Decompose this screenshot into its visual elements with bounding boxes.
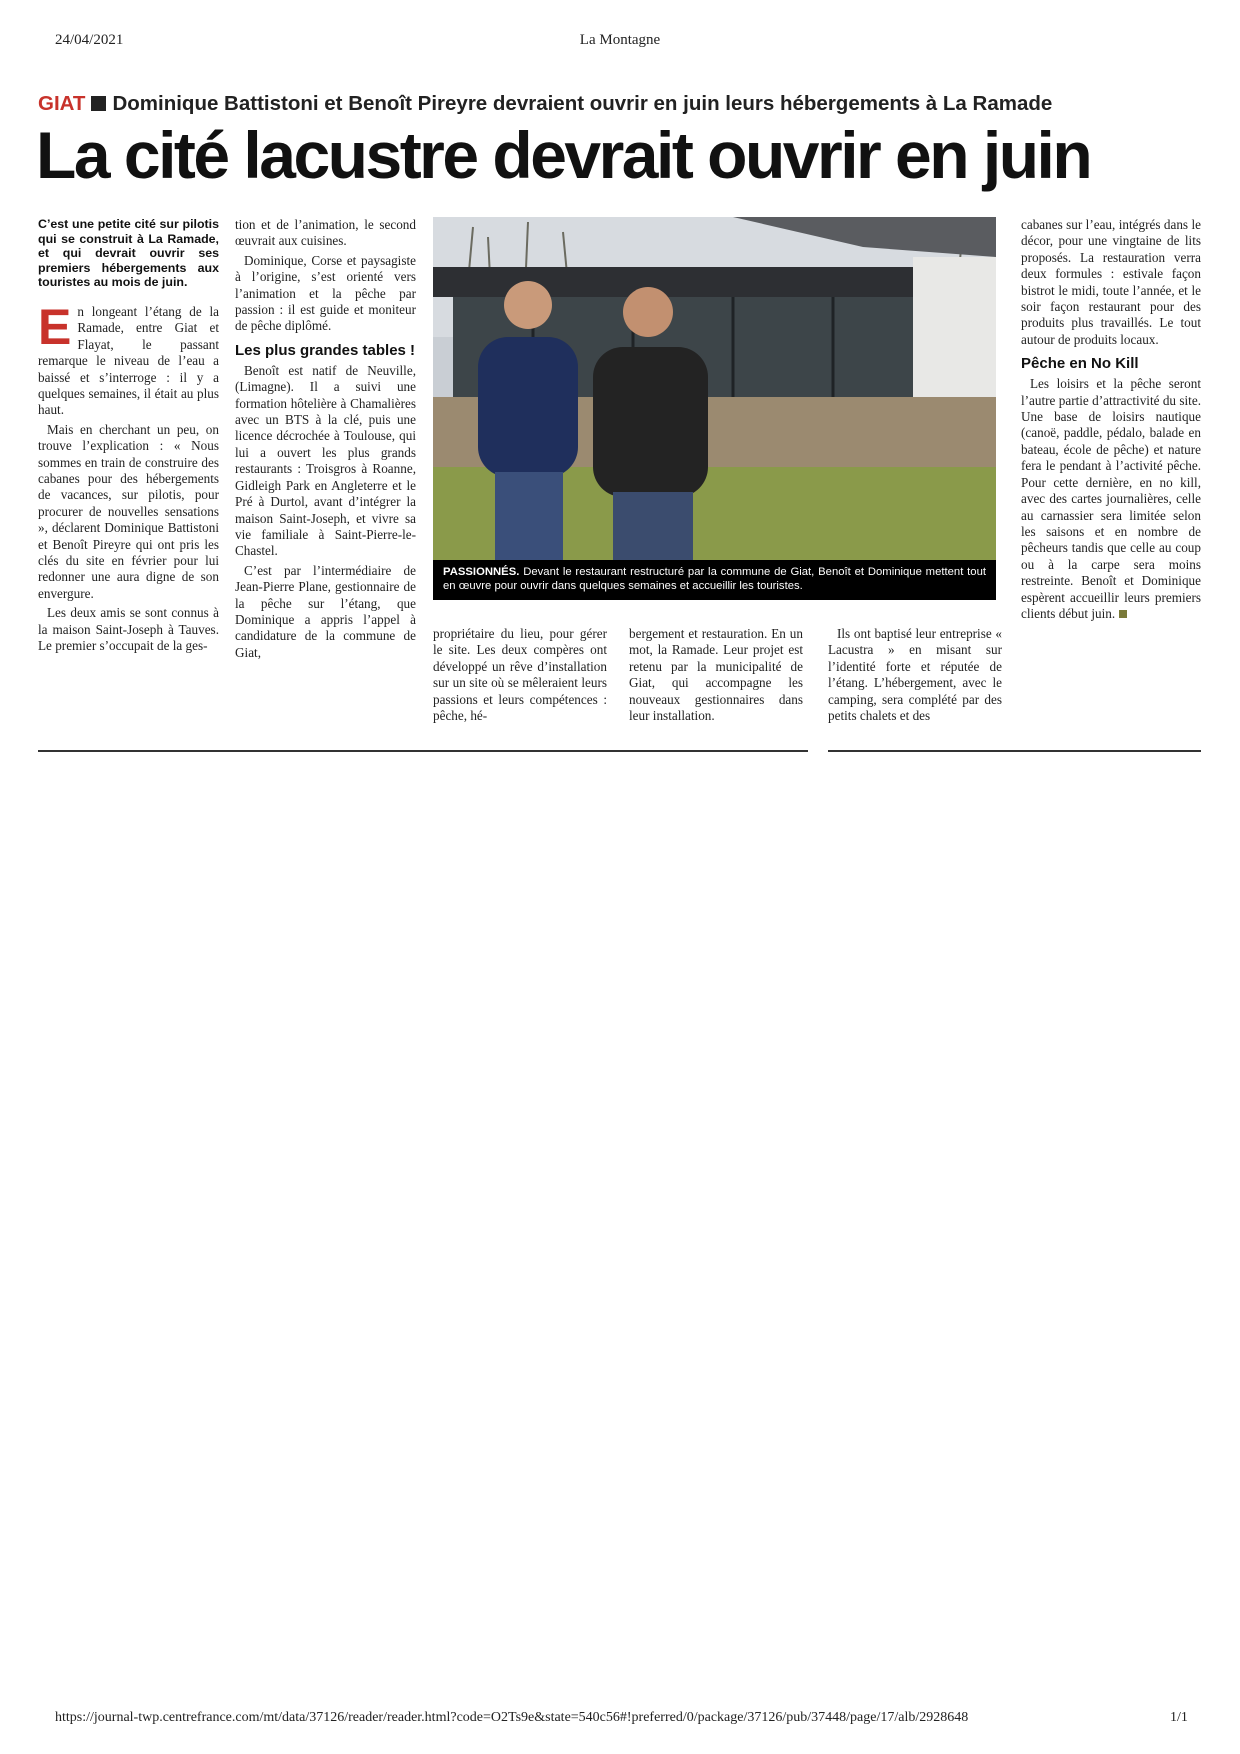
article-title: La cité lacustre devrait ouvrir en juin <box>36 118 1091 192</box>
end-of-article-icon <box>1119 610 1127 618</box>
photo-caption <box>433 560 996 600</box>
photo-illustration <box>433 217 996 560</box>
publication-name: La Montagne <box>579 32 661 48</box>
bottom-rule-right <box>828 750 1201 752</box>
paragraph: propriétaire du lieu, pour gérer le site. Les deux compères ont développé un rêve d’installation sur un site où se mêleraient leurs passions et leurs compétences : pêche, hé- <box>433 626 607 724</box>
kicker-square-icon <box>91 96 106 111</box>
subheading: Les plus grandes tables ! <box>235 341 416 359</box>
paragraph: tion et de l’animation, le second œuvrait aux cuisines. <box>235 217 416 249</box>
caption-text: Devant le restaurant restructuré par la commune de Giat, Benoît et Dominique mettent tout en œuvre pour ouvrir dans quelques semaines et accueillir les touristes. <box>443 566 986 592</box>
paragraph: C’est par l’intermédiaire de Jean-Pierre Plane, gestionnaire de la pêche sur l’étang, que Dominique a appris l’appel à candidature de la commune de Giat, <box>235 562 416 660</box>
article-column-6 <box>1021 217 1201 625</box>
article-column-1 <box>38 217 219 658</box>
paragraph: bergement et restauration. En un mot, la Ramade. Leur projet est retenu par la municipalité de Giat, qui accompagne les nouveaux gestionnaires dans leur installation. <box>629 626 803 724</box>
page-number: 1/1 <box>1170 1710 1188 1725</box>
paragraph: Mais en cherchant un peu, on trouve l’explication : « Nous sommes en train de construire des cabanes pour des hébergements de vacances, sur pilotis, pour procurer de nouvelles sensations », déclarent Dominique Battistoni et Benoît Pireyre qui ont pris les clés du site en février pour lui redonner une aura digne de son envergure. <box>38 421 219 601</box>
article-photo <box>433 217 996 600</box>
paragraph: Les deux amis se sont connus à la maison Saint-Joseph à Tauves. Le premier s’occupait de la ges- <box>38 605 219 654</box>
paragraph: Ils ont baptisé leur entreprise « Lacustra » en misant sur l’identité forte et réputée de l’étang. L’hébergement, avec le camping, sera complété par des petits chalets et des <box>828 626 1002 724</box>
kicker-location: GIAT <box>38 92 86 115</box>
print-date: 24/04/2021 <box>55 32 124 48</box>
article-lead: C’est une petite cité sur pilotis qui se construit à La Ramade, et qui devrait ouvrir ses premiers hébergements aux touristes au mois de juin. <box>38 217 219 290</box>
kicker-text: Dominique Battistoni et Benoît Pireyre devraient ouvrir en juin leurs hébergements à La Ramade <box>112 92 1053 115</box>
article-column-3 <box>433 626 607 727</box>
paragraph: Les loisirs et la pêche seront l’autre partie d’attractivité du site. Une base de loisirs nautique (canoë, paddle, pédalo, balade en bateau, école de pêche) et nature fera le pendant à l’activité pêche. Pour cette dernière, en no kill, avec des cartes journalières, celle au carnassier sera limitée selon les saisons et en nombre de pêcheurs tandis que celle au coup ou à la carpe sera moins restreinte. Benoît et Dominique espèrent accueillir leurs premiers clients début juin. <box>1021 376 1201 621</box>
subheading: Pêche en No Kill <box>1021 355 1139 373</box>
article-column-2 <box>235 217 416 664</box>
caption-label: PASSIONNÉS. <box>443 566 520 578</box>
article-column-5 <box>828 626 1002 727</box>
article-kicker <box>38 92 1208 116</box>
source-url: https://journal-twp.centrefrance.com/mt/data/37126/reader/reader.html?code=O2Ts9e&state=540c56#!preferred/0/package/37126/pub/37448/page/17/alb/2928648 <box>55 1710 969 1725</box>
drop-cap: E <box>38 298 72 355</box>
paragraph: Benoît est natif de Neuville, (Limagne). Il a suivi une formation hôtelière à Chamalières avec un BTS à la clé, puis une licence décrochée à Toulouse, qui lui a ouvert les plus grands restaurants : Troisgros à Roanne, Gidleigh Park en Angleterre et le Pré à Durtol, avant d’intégrer la maison Saint-Joseph, et vivre sa vie familiale à Saint-Pierre-le-Chastel. <box>235 362 416 559</box>
bottom-rule-left <box>38 750 808 752</box>
paragraph: Dominique, Corse et paysagiste à l’origine, s’est orienté vers l’animation et la pêche par passion : il est guide et moniteur de pêche diplômé. <box>235 252 416 334</box>
paragraph: cabanes sur l’eau, intégrés dans le décor, pour une vingtaine de lits proposés. La restauration verra deux formules : estivale façon bistrot le midi, toute l’année, et le soir façon restaurant pour des produits plus travaillés. Le tout autour de produits locaux. <box>1021 217 1201 347</box>
paragraph: En longeant l’étang de la Ramade, entre Giat et Flayat, le passant remarque le niveau de l’eau a baissé et s’interroge : il y a quelques semaines, il était au plus haut. <box>38 298 219 418</box>
article-column-4 <box>629 626 803 727</box>
